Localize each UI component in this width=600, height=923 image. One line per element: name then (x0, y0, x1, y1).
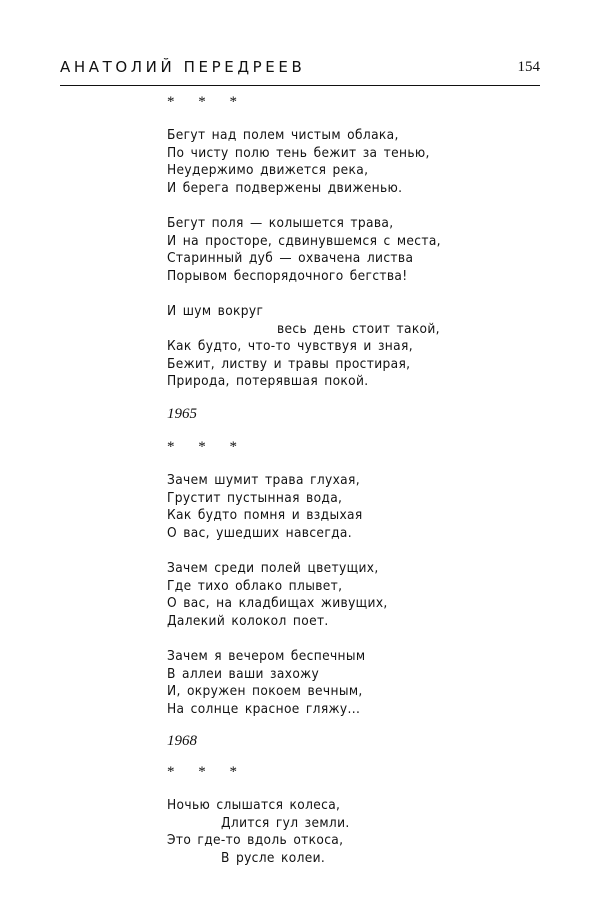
verse-line: Бегут поля — колышется трава, (167, 214, 394, 231)
verse-line: Старинный дуб — охвачена листва (167, 250, 414, 267)
verse-line: Зачем среди полей цветущих, (167, 559, 379, 576)
poem-year: 1968 (167, 733, 197, 750)
verse-line-indented: Длится гул земли. (221, 814, 350, 831)
stanza (167, 215, 487, 285)
author-name: АНАТОЛИЙ ПЕРЕДРЕЕВ (60, 58, 306, 76)
verse-line: И берега подвержены движенью. (167, 179, 403, 196)
verse-line: О вас, ушедших навсегда. (167, 524, 352, 541)
stanza (167, 127, 487, 197)
verse-line: О вас, на кладбищах живущих, (167, 595, 388, 612)
verse-line: И шум вокруг (167, 302, 264, 319)
poem-1 (167, 94, 487, 423)
verse-line: Далекий колокол поет. (167, 612, 329, 629)
verse-line: Ночью слышатся колеса, (167, 797, 341, 813)
verse-line: Как будто, что-то чувствуя и зная, (167, 338, 413, 355)
stanza (167, 560, 487, 630)
verse-line: И на просторе, сдвинувшемся с места, (167, 232, 441, 249)
page-number: 154 (517, 59, 540, 75)
verse-line: Как будто помня и вздыхая (167, 507, 363, 524)
verse-line: Зачем шумит трава глухая, (167, 472, 360, 488)
verse-line-indented: В русле колеи. (221, 849, 326, 866)
verse-line: На солнце красное гляжу... (167, 700, 361, 717)
poem-separator-asterisks: * * * (167, 94, 247, 110)
verse-line: Где тихо облако плывет, (167, 577, 343, 594)
poem-year: 1965 (167, 405, 197, 422)
verse-line: Грустит пустынная вода, (167, 489, 343, 506)
stanza (167, 648, 487, 718)
stanza (167, 472, 487, 542)
verse-line: Порывом беспорядочного бегства! (167, 267, 408, 284)
verse-line: Бежит, листву и травы простирая, (167, 355, 411, 372)
poem-separator-asterisks: * * * (167, 764, 247, 780)
verse-line: И, окружен покоем вечным, (167, 683, 363, 700)
poem-separator-asterisks: * * * (167, 439, 247, 455)
verse-line-indented: весь день стоит такой, (277, 320, 440, 337)
verse-line: Бегут над полем чистым облака, (167, 127, 399, 143)
verse-line: Это где-то вдоль откоса, (167, 832, 344, 849)
verse-line: Неудержимо движется река, (167, 162, 369, 179)
header-rule (60, 85, 540, 86)
running-header (60, 56, 540, 78)
verse-line: В аллеи ваши захожу (167, 665, 320, 682)
verse-line: Природа, потерявшая покой. (167, 373, 369, 390)
poem-2 (167, 439, 487, 750)
poem-3 (167, 764, 487, 867)
stanza (167, 797, 487, 867)
stanza (167, 303, 487, 391)
verse-line: Зачем я вечером беспечным (167, 647, 366, 664)
verse-line: По чисту полю тень бежит за тенью, (167, 144, 430, 161)
